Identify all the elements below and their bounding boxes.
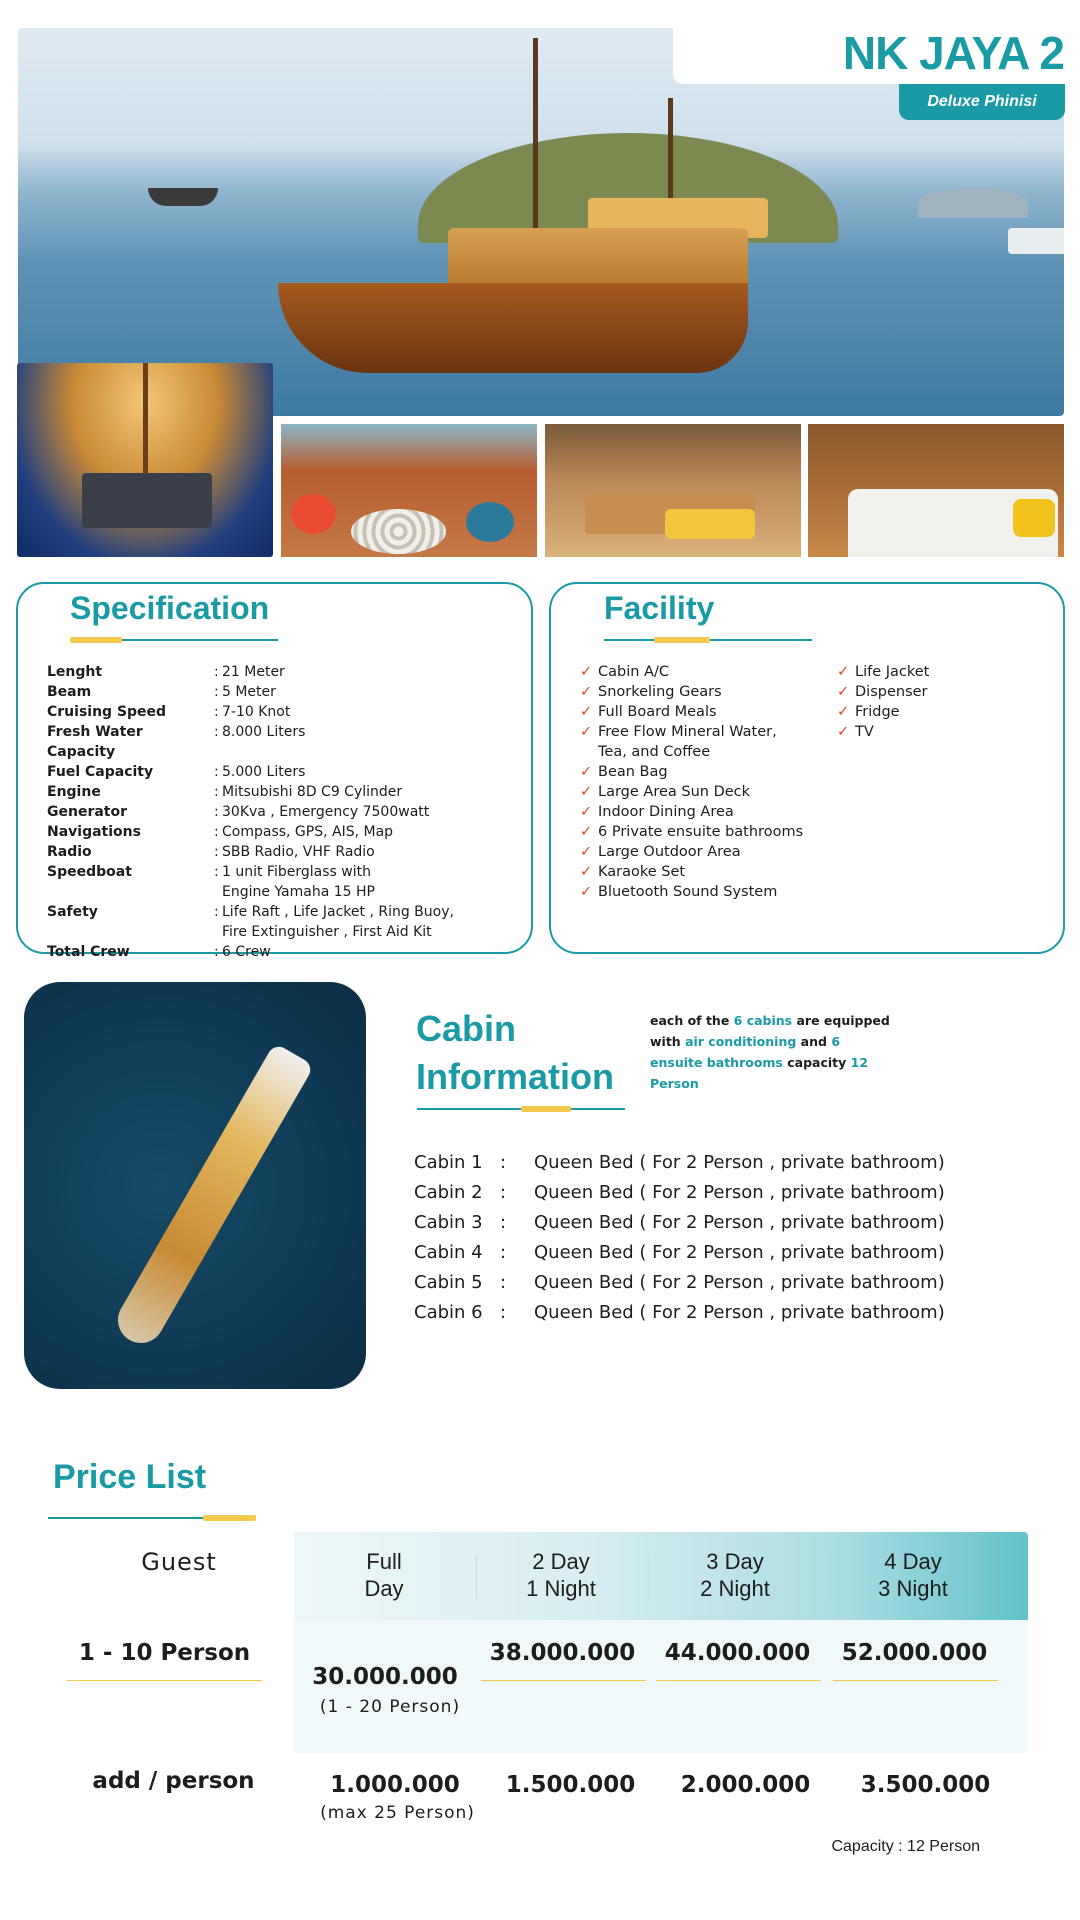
facility-item: ✓ Snorkeling Gears xyxy=(580,684,722,700)
underline-accent xyxy=(654,637,710,643)
facility-item: ✓ Fridge xyxy=(837,704,900,720)
mast-shape xyxy=(143,363,148,473)
spec-row: Engine : Mitsubishi 8D C9 Cylinder xyxy=(47,782,517,802)
cabin-heading: Cabin Information xyxy=(416,1008,614,1097)
check-icon: ✓ xyxy=(580,684,593,700)
addon-2d1n: 1.500.000 xyxy=(505,1772,636,1798)
price-4d3n: 52.000.000 xyxy=(841,1640,988,1666)
check-icon: ✓ xyxy=(580,844,593,860)
spec-label: Fresh Water Capacity xyxy=(47,724,143,760)
spec-label: Speedboat xyxy=(47,864,132,880)
check-icon: ✓ xyxy=(580,804,593,820)
spec-value: 5.000 Liters xyxy=(222,764,306,780)
sun-deck-photo xyxy=(17,363,273,557)
heading-underline xyxy=(417,1108,625,1110)
boat-shape xyxy=(110,1043,315,1352)
hull-shape xyxy=(278,283,748,373)
spec-row: Navigations : Compass, GPS, AIS, Map xyxy=(47,822,517,842)
rug-shape xyxy=(351,509,446,554)
cabin-row: Cabin 4 : Queen Bed ( For 2 Person , private bathroom) xyxy=(414,1242,945,1263)
spec-row: Lenght : 21 Meter xyxy=(47,662,517,682)
addon-3d2n: 2.000.000 xyxy=(680,1772,811,1798)
boat-title: NK JAYA 2 xyxy=(842,27,1064,79)
spec-label: Fuel Capacity xyxy=(47,764,154,780)
price-3d2n: 44.000.000 xyxy=(664,1640,811,1666)
check-icon: ✓ xyxy=(580,664,593,680)
spec-value: 6 Crew xyxy=(222,944,271,960)
spec-value: 21 Meter xyxy=(222,664,285,680)
column-header-4d3n: 4 Day 3 Night xyxy=(878,1549,948,1601)
spec-label: Cruising Speed xyxy=(47,704,167,720)
check-icon: ✓ xyxy=(580,784,593,800)
aerial-boat-photo xyxy=(24,982,366,1389)
check-icon: ✓ xyxy=(580,864,593,880)
facility-item: ✓ Bluetooth Sound System xyxy=(580,884,778,900)
spec-value: 30Kva , Emergency 7500watt xyxy=(222,804,430,820)
spec-label: Radio xyxy=(47,844,92,860)
row-underline xyxy=(67,1680,262,1681)
facility-item: ✓ Karaoke Set xyxy=(580,864,686,880)
cabin-row: Cabin 3 : Queen Bed ( For 2 Person , private bathroom) xyxy=(414,1212,945,1233)
price-list-heading: Price List xyxy=(53,1458,207,1496)
small-boat-shape xyxy=(1008,228,1064,254)
spec-label: Engine xyxy=(47,784,101,800)
bean-bag-shape xyxy=(291,494,336,534)
spec-row: Cruising Speed : 7-10 Knot xyxy=(47,702,517,722)
facility-list xyxy=(837,662,1037,742)
check-icon: ✓ xyxy=(580,704,593,720)
spec-value: 7-10 Knot xyxy=(222,704,291,720)
spec-value: 5 Meter xyxy=(222,684,276,700)
facility-item: ✓ Large Area Sun Deck xyxy=(580,784,751,800)
check-icon: ✓ xyxy=(837,684,850,700)
column-separator xyxy=(826,1555,827,1599)
facility-list xyxy=(580,662,820,902)
underline-accent xyxy=(521,1106,571,1112)
spec-value: Life Raft , Life Jacket , Ring Buoy, Fire Extinguisher , First Aid Kit xyxy=(222,904,454,940)
chairs-shape xyxy=(665,509,755,539)
cabin-row: Cabin 2 : Queen Bed ( For 2 Person , private bathroom) xyxy=(414,1182,945,1203)
cabin-note: each of the 6 cabins are equipped with air conditioning and 6 ensuite bathrooms capacity 12 Person xyxy=(650,1013,890,1091)
heading-underline xyxy=(70,639,278,641)
heading-underline xyxy=(48,1517,256,1519)
row-label-add-person: add / person xyxy=(92,1768,255,1794)
facility-item: ✓ Full Board Meals xyxy=(580,704,717,720)
price-2d1n: 38.000.000 xyxy=(489,1640,636,1666)
sunbed-shape xyxy=(82,473,212,528)
facility-item: ✓ Free Flow Mineral Water, Tea, and Coffee xyxy=(580,724,777,760)
addon-4d3n: 3.500.000 xyxy=(860,1772,991,1798)
facility-item: ✓ Cabin A/C xyxy=(580,664,669,680)
spec-label: Lenght xyxy=(47,664,103,680)
spec-row: Radio : SBB Radio, VHF Radio xyxy=(47,842,517,862)
cabin-list xyxy=(414,1148,945,1328)
facility-item: ✓ Dispenser xyxy=(837,684,928,700)
spec-row: Speedboat : 1 unit Fiberglass with Engine Yamaha 15 HP xyxy=(47,862,517,902)
spec-label: Beam xyxy=(47,684,92,700)
price-full-day: 30.000.000 xyxy=(312,1664,458,1690)
cabin-row: Cabin 1 : Queen Bed ( For 2 Person , private bathroom) xyxy=(414,1152,945,1173)
underline-accent xyxy=(70,637,122,643)
spec-row: Total Crew : 6 Crew xyxy=(47,942,517,962)
class-badge: Deluxe Phinisi xyxy=(899,84,1065,120)
price-underline xyxy=(833,1680,998,1681)
pillow-shape xyxy=(1013,499,1055,537)
facility-item: ✓ Large Outdoor Area xyxy=(580,844,741,860)
column-separator xyxy=(476,1555,477,1599)
spec-value: Mitsubishi 8D C9 Cylinder xyxy=(222,784,403,800)
spec-row: Fuel Capacity : 5.000 Liters xyxy=(47,762,517,782)
addon-full-day: 1.000.000 xyxy=(330,1772,460,1798)
column-header-2d1n: 2 Day 1 Night xyxy=(526,1549,596,1601)
guest-column-label: Guest xyxy=(141,1548,217,1576)
specification-list xyxy=(47,662,517,962)
spec-value: 8.000 Liters xyxy=(222,724,306,740)
facility-heading: Facility xyxy=(604,590,715,626)
spec-label: Total Crew xyxy=(47,944,130,960)
cabin-row: Cabin 5 : Queen Bed ( For 2 Person , private bathroom) xyxy=(414,1272,945,1293)
lounge-photo xyxy=(281,424,537,557)
small-boat-shape xyxy=(148,188,218,206)
spec-label: Navigations xyxy=(47,824,141,840)
specification-heading: Specification xyxy=(70,590,270,626)
spec-row: Beam : 5 Meter xyxy=(47,682,517,702)
facility-item: ✓ 6 Private ensuite bathrooms xyxy=(580,824,804,840)
bean-bag-shape xyxy=(466,502,514,542)
dining-photo xyxy=(545,424,801,557)
price-underline xyxy=(656,1680,821,1681)
island-shape xyxy=(918,188,1028,218)
row-label-1-10-person: 1 - 10 Person xyxy=(78,1640,251,1666)
spec-label: Generator xyxy=(47,804,128,820)
price-underline xyxy=(481,1680,646,1681)
facility-item: ✓ Bean Bag xyxy=(580,764,668,780)
cabin-bed-photo xyxy=(808,424,1064,557)
price-full-day-note: (1 - 20 Person) xyxy=(319,1697,461,1717)
spec-value: 1 unit Fiberglass with Engine Yamaha 15 HP xyxy=(222,864,375,900)
check-icon: ✓ xyxy=(580,824,593,840)
spec-row: Generator : 30Kva , Emergency 7500watt xyxy=(47,802,517,822)
column-header-full-day: Full Day xyxy=(364,1549,404,1601)
check-icon: ✓ xyxy=(837,704,850,720)
spec-label: Safety xyxy=(47,904,98,920)
check-icon: ✓ xyxy=(580,724,593,740)
capacity-note: Capacity : 12 Person xyxy=(831,1838,980,1855)
underline-accent xyxy=(203,1515,256,1521)
column-separator xyxy=(648,1555,649,1599)
cabin-row: Cabin 6 : Queen Bed ( For 2 Person , private bathroom) xyxy=(414,1302,945,1323)
spec-row: Fresh Water Capacity : 8.000 Liters xyxy=(47,722,517,762)
facility-item: ✓ Life Jacket xyxy=(837,664,930,680)
check-icon: ✓ xyxy=(837,664,850,680)
check-icon: ✓ xyxy=(580,764,593,780)
check-icon: ✓ xyxy=(580,884,593,900)
facility-item: ✓ Indoor Dining Area xyxy=(580,804,734,820)
spec-value: Compass, GPS, AIS, Map xyxy=(222,824,394,840)
heading-underline xyxy=(604,639,812,641)
column-header-3d2n: 3 Day 2 Night xyxy=(700,1549,770,1601)
check-icon: ✓ xyxy=(837,724,850,740)
addon-full-day-note: (max 25 Person) xyxy=(320,1803,475,1823)
spec-value: SBB Radio, VHF Radio xyxy=(222,844,375,860)
facility-item: ✓ TV xyxy=(837,724,874,740)
spec-row: Safety : Life Raft , Life Jacket , Ring Buoy, Fire Extinguisher , First Aid Kit xyxy=(47,902,517,942)
